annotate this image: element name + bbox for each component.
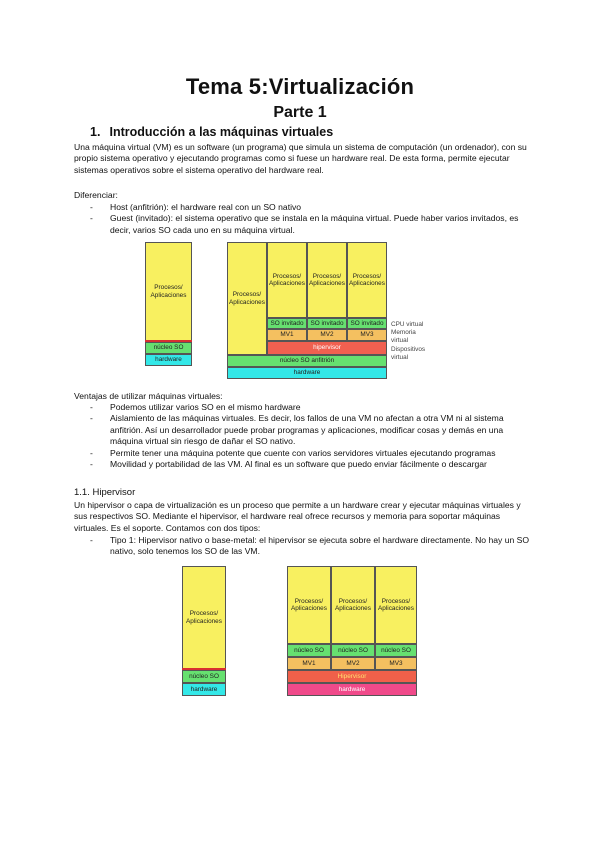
diferenciar-list <box>74 202 534 236</box>
fig2-left-kernel: núcleo SO <box>182 670 226 683</box>
fig1-guest-os-1: SO invitado <box>267 318 307 329</box>
fig1-vm-3: MV3 <box>347 329 387 341</box>
page-title: Tema 5:Virtualización <box>185 74 415 99</box>
fig1-left-hardware: hardware <box>145 354 192 366</box>
fig2-guest-apps-2: Procesos/ Aplicaciones <box>331 566 375 644</box>
fig2-vm-1: MV1 <box>287 657 331 670</box>
section-number: 1. <box>90 125 101 139</box>
fig1-host-apps: Procesos/ Aplicaciones <box>227 242 267 355</box>
fig1-guest-apps-3: Procesos/ Aplicaciones <box>347 242 387 318</box>
section-heading-1 <box>90 125 333 139</box>
list-item: - Tipo 1: Hipervisor nativo o base-metal: el hipervisor se ejecuta sobre el hardware directamente. No hay un SO nativo, solo tenemos los SO de las VM. <box>74 535 534 558</box>
list-item: - Movilidad y portabilidad de las VM. Al final es un software que puedo enviar fácilmente o descargar <box>74 459 534 470</box>
fig2-hypervisor: Hipervisor <box>287 670 417 683</box>
subsection-heading: 1.1. Hipervisor <box>74 487 136 498</box>
fig2-guest-os-1: núcleo SO <box>287 644 331 657</box>
section-title: Introducción a las máquinas virtuales <box>109 125 334 139</box>
hipervisor-paragraph: Un hipervisor o capa de virtualización es un proceso que permite a un hardware crear y ejecutar máquinas virtuales y sus respectivos SO. Mediante el hipervisor, el hardware real ofrece recursos y memoria para soportar máquinas virtuales. Es el soporte. Contamos con dos tipos: <box>74 500 521 533</box>
list-item: - Aislamiento de las máquinas virtuales. Es decir, los fallos de una VM no afectan a otra VM ni al sistema anfitrión. Así un desarrollador puede probar programas y aplicaciones, modificar cosas y demás en una máquina virtual sin riesgo de dañar el SO nativo. <box>74 413 534 447</box>
side-label: Memoria virtual <box>391 329 416 345</box>
fig1-left-kernel: núcleo SO <box>145 342 192 354</box>
fig1-vm-2: MV2 <box>307 329 347 341</box>
diferenciar-label: Diferenciar: <box>74 190 118 200</box>
fig2-left-apps: Procesos/ Aplicaciones <box>182 566 226 669</box>
side-label: Dispositivos virtual <box>391 345 426 361</box>
ventajas-label: Ventajas de utilizar máquinas virtuales: <box>74 391 223 401</box>
fig2-hardware: hardware <box>287 683 417 696</box>
list-item: - Guest (invitado): el sistema operativo que se instala en la máquina virtual. Puede haber varios invitados, es decir, varios SO cada uno en su máquina virtual. <box>74 213 534 236</box>
fig1-guest-apps-1: Procesos/ Aplicaciones <box>267 242 307 318</box>
fig1-hypervisor: hipervisor <box>267 341 387 355</box>
fig1-hardware: hardware <box>227 367 387 379</box>
fig1-guest-os-2: SO invitado <box>307 318 347 329</box>
intro-paragraph: Una máquina virtual (VM) es un software (un programa) que simula un sistema de computación (un ordenador), con su propio sistema operativo y ejecutando programas como si fuese un hardware real. De esta forma, permite ejecutar sistemas operativos sobre el sistema operativo del hardware real. <box>74 142 527 175</box>
tipos-list <box>74 535 534 558</box>
ventajas-list <box>74 402 534 470</box>
fig1-vm-1: MV1 <box>267 329 307 341</box>
fig2-guest-os-3: núcleo SO <box>375 644 417 657</box>
page-subtitle: Parte 1 <box>273 104 327 121</box>
list-item: - Permite tener una máquina potente que cuente con varios servidores virtuales ejecutando programas <box>74 448 534 459</box>
list-item: - Host (anfitrión): el hardware real con un SO nativo <box>74 202 534 213</box>
fig2-left-hardware: hardware <box>182 683 226 696</box>
fig1-host-kernel: núcleo SO anfitrión <box>227 355 387 367</box>
fig1-guest-os-3: SO invitado <box>347 318 387 329</box>
fig1-side-labels <box>391 321 425 362</box>
fig1-left-apps: Procesos/ Aplicaciones <box>145 242 192 341</box>
fig2-guest-apps-1: Procesos/ Aplicaciones <box>287 566 331 644</box>
fig2-vm-2: MV2 <box>331 657 375 670</box>
fig2-guest-apps-3: Procesos/ Aplicaciones <box>375 566 417 644</box>
fig2-guest-os-2: núcleo SO <box>331 644 375 657</box>
fig1-guest-apps-2: Procesos/ Aplicaciones <box>307 242 347 318</box>
side-label: CPU virtual <box>391 321 424 328</box>
list-item: - Podemos utilizar varios SO en el mismo hardware <box>74 402 534 413</box>
fig2-vm-3: MV3 <box>375 657 417 670</box>
